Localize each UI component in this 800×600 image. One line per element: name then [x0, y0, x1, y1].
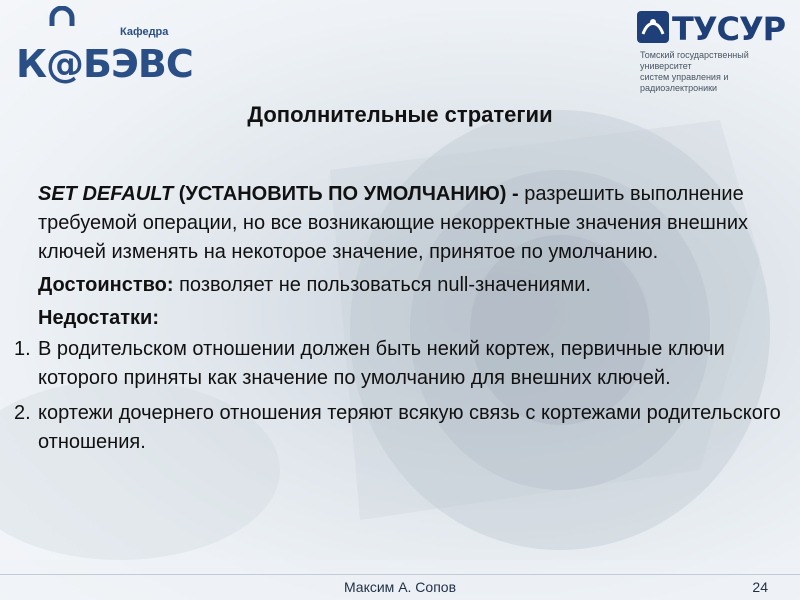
tusur-caption-line-1: Томский государственный университет	[640, 50, 749, 71]
term-dash: -	[506, 183, 525, 205]
disadvantages-label: Недостатки:	[38, 307, 160, 329]
footer-divider	[0, 574, 800, 575]
list-item	[14, 335, 784, 393]
footer-author: Максим А. Сопов	[343, 579, 457, 595]
tusur-logo	[636, 8, 796, 93]
slide-footer	[0, 574, 800, 600]
list-item	[14, 399, 784, 457]
list-item-text: В родительском отношении должен быть некий кортеж, первичные ключи которого приняты как значение по умолчанию для внешних ключей.	[38, 338, 725, 389]
advantage-text: позволяет не пользоваться null-значениями.	[173, 274, 591, 296]
disadvantages-list	[14, 335, 784, 457]
advantage-paragraph	[14, 271, 784, 300]
advantage-label: Достоинство:	[38, 274, 174, 296]
padlock-icon	[42, 6, 82, 46]
set-default-paragraph	[14, 180, 784, 267]
slide-title: Дополнительные стратегии	[247, 102, 553, 127]
tusur-caption-line-2: систем управления и радиоэлектроники	[640, 72, 729, 93]
logo-wordmark: К@БЭВС	[16, 42, 193, 86]
term-set-default: SET DEFAULT	[38, 183, 174, 205]
logo-caption: Кафедра	[120, 26, 169, 38]
term-definition: разрешить выполнение требуемой операции, но все возникающие некорректные значения внешних ключей изменять на некоторое значение, принятое по умолчанию.	[38, 183, 749, 263]
list-item-number: 1.	[14, 338, 31, 360]
slide-body	[14, 180, 784, 463]
page-number: 24	[752, 579, 768, 595]
tusur-emblem-icon	[636, 10, 670, 44]
tusur-wordmark: ТУСУР	[672, 10, 786, 48]
list-item-number: 2.	[14, 402, 31, 424]
kafedra-kibevs-logo	[8, 6, 193, 86]
tusur-caption	[640, 50, 800, 94]
disadvantages-heading	[14, 304, 784, 333]
list-item-text: кортежи дочернего отношения теряют всякую связь с кортежами родительского отношения.	[38, 402, 781, 453]
term-translation: (УСТАНОВИТЬ ПО УМОЛЧАНИЮ)	[173, 183, 507, 205]
